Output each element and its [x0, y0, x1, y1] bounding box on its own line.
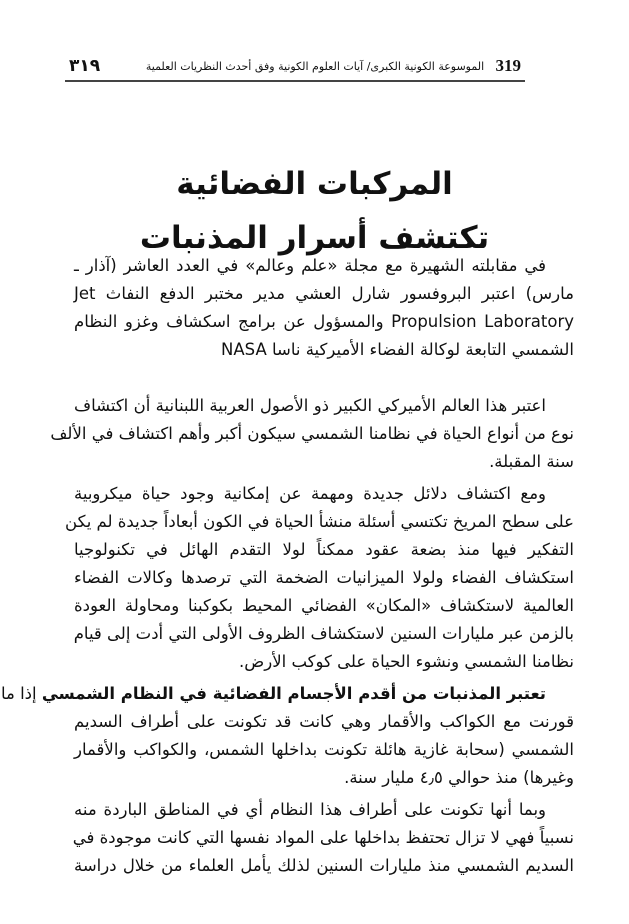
page-number-arabic: ٣١٩	[69, 56, 101, 76]
page-number: 319	[495, 56, 521, 75]
body-line: السديم الشمسي منذ مليارات السنين لذلك يأمل العلماء من خلال دراسة	[74, 856, 574, 875]
running-title: الموسوعة الكونية الكبرى/ آيات العلوم الكونية وفق أحدث النظريات العلمية	[145, 60, 485, 73]
body-line: ومع اكتشاف دلائل جديدة ومهمة عن إمكانية وجود حياة ميكروبية	[74, 484, 546, 503]
body-line: العالمية لاستكشاف «المكان» الفضائي المحيط بكوكبنا ومحاولة العودة	[74, 596, 574, 615]
body-line: Propulsion Laboratory والمسؤول عن برامج اسكشاف وغزو النظام	[74, 312, 575, 331]
body-line: في مقابلته الشهيرة مع مجلة «علم وعالم» في العدد العاشر (آذار ـ	[74, 256, 546, 275]
body-line: قورنت مع الكواكب والأقمار وهي كانت قد تكونت على أطراف السديم	[74, 712, 574, 731]
article-title-line-1: المركبات الفضائية	[176, 166, 453, 202]
body-line: نسبياً فهي لا تزال تحتفظ بداخلها على المواد نفسها التي كانت موجودة في	[72, 828, 574, 847]
article-title-line-2: تكتشف أسرار المذنبات	[139, 220, 490, 256]
body-line: وبما أنها تكونت على أطراف هذا النظام أي في المناطق الباردة منه	[74, 800, 546, 819]
body-line: على سطح المريخ تكتسي أسئلة منشأ الحياة في الكون أبعاداً جديدة لم يكن	[65, 512, 574, 531]
body-line: تعتبر المذنبات من أقدم الأجسام الفضائية في النظام الشمسي إذا ما	[0, 684, 546, 703]
bold-lead: تعتبر المذنبات من أقدم الأجسام الفضائية في النظام الشمسي	[41, 684, 546, 703]
body-line: وغيرها) منذ حوالي ٤٫٥ مليار سنة.	[344, 768, 574, 787]
body-line: مارس) اعتبر البروفسور شارل العشي مدير مختبر الدفع النفاث Jet	[74, 284, 574, 303]
body-line: التفكير فيها منذ بضعة عقود ممكناً لولا التقدم الهائل في تكنولوجيا	[74, 540, 574, 559]
body-line: استكشاف الفضاء ولولا الميزانيات الضخمة التي ترصدها وكالات الفضاء	[74, 568, 574, 587]
body-line: الشمسي (سحابة غازية هائلة تكونت بداخلها الشمس، والكواكب والأقمار	[74, 740, 574, 759]
body-line: نوع من أنواع الحياة في نظامنا الشمسي سيكون أكبر وأهم اكتشاف في الألف	[50, 424, 574, 443]
body-line: اعتبر هذا العالم الأميركي الكبير ذو الأصول العربية اللبنانية أن اكتشاف	[74, 396, 546, 415]
page-header	[65, 54, 525, 82]
body-line: الشمسي التابعة لوكالة الفضاء الأميركية ناسا NASA	[221, 340, 574, 359]
body-line: بالزمن عبر مليارات السنين لاستكشاف الظروف الأولى التي أدت إلى قيام	[73, 624, 574, 643]
body-line: نظامنا الشمسي ونشوء الحياة على كوكب الأرض.	[239, 652, 574, 671]
body-line: سنة المقبلة.	[489, 452, 574, 471]
